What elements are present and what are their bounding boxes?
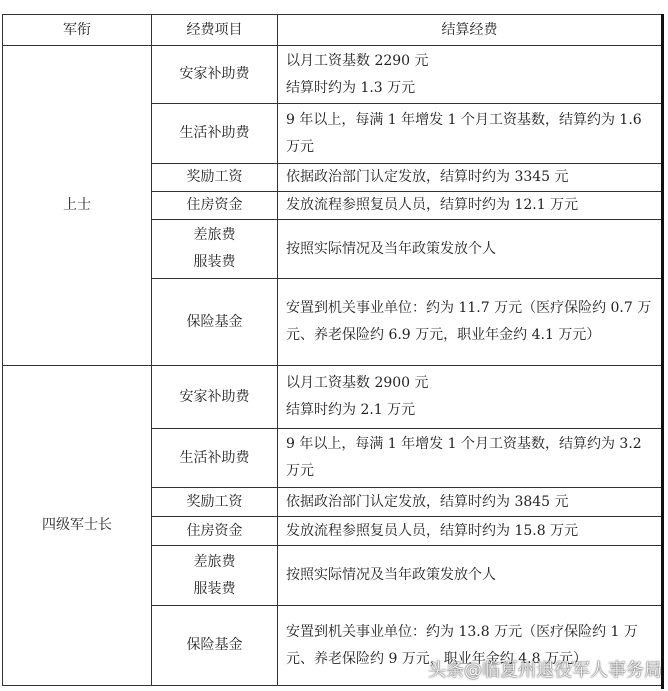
amount-cell: [278, 546, 662, 606]
amount-line: 结算时约为 2.1 万元: [286, 402, 416, 418]
item-cell: [152, 220, 278, 279]
table-row: [3, 366, 662, 429]
item-cell: [152, 192, 278, 220]
amount-cell: [278, 220, 662, 279]
amount-line: 以月工资基数 2290 元: [286, 52, 429, 69]
item-cell: [152, 546, 278, 606]
amount-cell: [278, 517, 662, 546]
item-cell: [152, 104, 278, 164]
header-row: [3, 15, 662, 46]
header-amount: 结算经费: [278, 15, 662, 46]
table-body: [3, 46, 662, 686]
amount-line: 9 年以上，每满 1 年增发 1 个月工资基数，结算约为 3.2 万元: [286, 436, 642, 479]
amount-line: 发放流程参照复员人员，结算时约为 15.8 万元: [286, 522, 579, 539]
page-edge: [661, 14, 664, 689]
amount-line: 依据政治部门认定发放，结算时约为 3845 元: [286, 493, 569, 510]
amount-line: 安置到机关事业单位：约为 13.8 万元（医疗保险约 1 万元、养老保险约 9 万元，职业年金约 4.8 万元）: [286, 623, 638, 667]
amount-cell: [278, 164, 662, 192]
item-line: 安家补助费: [179, 388, 250, 405]
rank-cell: 四级军士长: [3, 366, 152, 686]
amount-line: 9 年以上，每满 1 年增发 1 个月工资基数，结算约为 1.6 万元: [286, 111, 642, 155]
item-line: 奖励工资: [186, 169, 243, 185]
item-cell: [152, 46, 278, 104]
amount-line: 依据政治部门认定发放，结算时约为 3345 元: [286, 169, 569, 185]
header-item: 经费项目: [152, 15, 278, 46]
amount-cell: [278, 279, 662, 366]
item-cell: [152, 517, 278, 546]
amount-cell: [278, 104, 662, 164]
item-line: 生活补助费: [179, 125, 250, 141]
item-cell: [152, 606, 278, 686]
item-line: 差旅费: [193, 227, 236, 243]
item-line: 服装费: [193, 580, 236, 597]
item-line: 保险基金: [186, 313, 243, 330]
amount-line: 按照实际情况及当年政策发放个人: [286, 240, 496, 257]
watermark: 头条@临夏州退役军人事务局: [428, 660, 662, 681]
item-cell: [152, 429, 278, 488]
amount-cell: [278, 429, 662, 488]
amount-line: 按照实际情况及当年政策发放个人: [286, 567, 496, 583]
item-line: 住房资金: [186, 197, 243, 213]
item-cell: [152, 366, 278, 429]
amount-cell: [278, 192, 662, 220]
rank-cell: 上士: [3, 46, 152, 366]
amount-cell: [278, 46, 662, 104]
amount-cell: [278, 366, 662, 429]
amount-line: 发放流程参照复员人员，结算时约为 12.1 万元: [286, 197, 579, 213]
amount-cell: [278, 488, 662, 517]
item-cell: [152, 279, 278, 366]
item-line: 服装费: [193, 254, 236, 270]
item-line: 住房资金: [186, 522, 243, 539]
item-line: 保险基金: [186, 637, 243, 653]
table-row: [3, 46, 662, 104]
item-cell: [152, 488, 278, 517]
settlement-table: [2, 14, 662, 686]
item-line: 生活补助费: [179, 449, 250, 466]
item-cell: [152, 164, 278, 192]
header-rank: 军衔: [3, 15, 152, 46]
amount-line: 结算时约为 1.3 万元: [286, 79, 416, 96]
item-line: 安家补助费: [179, 66, 250, 82]
item-line: 奖励工资: [186, 493, 243, 510]
amount-line: 安置到机关事业单位：约为 11.7 万元（医疗保险约 0.7 万元、养老保险约 6.9 万元，职业年金约 4.1 万元）: [286, 300, 652, 343]
amount-line: 以月工资基数 2900 元: [286, 375, 429, 391]
item-line: 差旅费: [193, 553, 236, 570]
